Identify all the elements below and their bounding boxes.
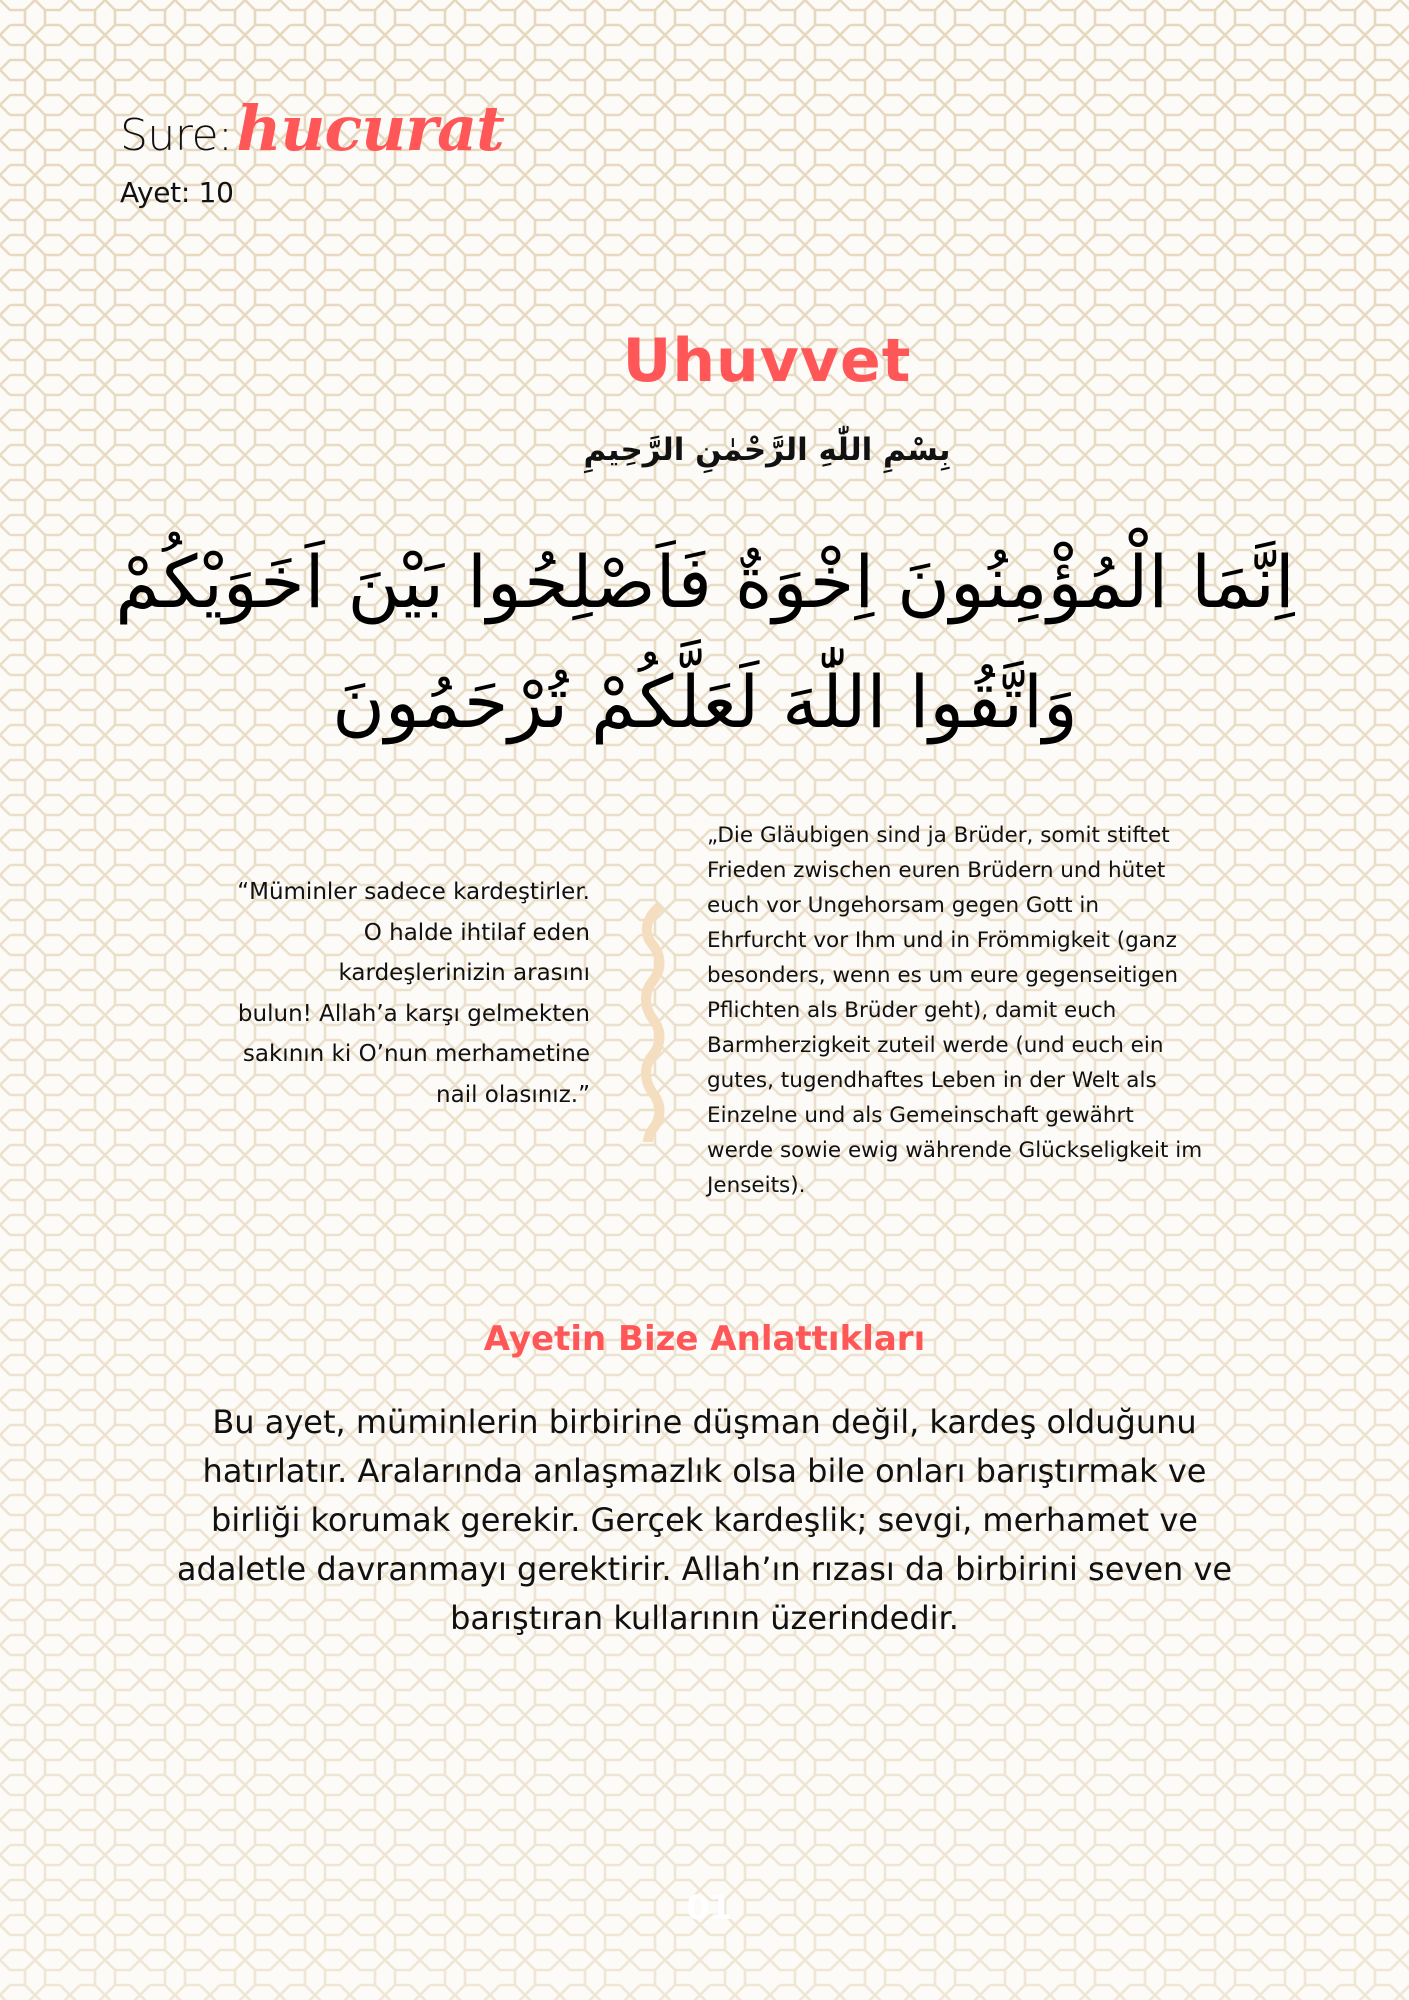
turkish-translation-line: kardeşlerinizin arasını — [338, 960, 590, 986]
surah-label: Sure: — [120, 110, 233, 161]
turkish-translation-line: O halde ihtilaf eden — [363, 919, 590, 946]
lesson-body-line: hatırlatır. Aralarında anlaşmazlık olsa bile onları barıştırmak ve — [202, 1452, 1207, 1490]
turkish-translation — [150, 872, 590, 1115]
german-translation-line: Ehrfurcht vor Ihm und in Frömmigkeit (ganz — [707, 928, 1177, 953]
turkish-translation-line: bulun! Allah’a karşı gelmekten — [237, 1000, 590, 1027]
german-translation-line: „Die Gläubigen sind ja Brüder, somit stiftet — [707, 823, 1170, 848]
page-title: Uhuvvet — [622, 326, 912, 396]
ayah-number: Ayet: 10 — [120, 176, 234, 209]
german-translation-line: Pflichten als Brüder geht), damit euch — [707, 998, 1117, 1023]
turkish-translation-line: nail olasınız.” — [436, 1081, 590, 1108]
lesson-body-line: Bu ayet, müminlerin birbirine düşman değil, kardeş olduğunu — [212, 1403, 1197, 1441]
turkish-translation-line: sakının ki O’nun merhametine — [242, 1041, 590, 1067]
wavy-line-divider-icon — [636, 900, 676, 1145]
surah-name: hucurat — [236, 92, 504, 165]
german-translation-line: besonders, wenn es um eure gegenseitigen — [707, 963, 1178, 988]
german-translation — [707, 818, 1287, 1203]
basmala: بِسْمِ اللّٰهِ الرَّحْمٰنِ الرَّحِيمِ — [583, 432, 951, 468]
german-translation-line: Jenseits). — [707, 1173, 806, 1198]
lesson-body-line: adaletle davranmayı gerektirir. Allah’ın rızası da birbirini seven ve — [176, 1550, 1233, 1588]
german-translation-line: Frieden zwischen euren Brüdern und hütet — [707, 858, 1166, 883]
german-translation-line: euch vor Ungehorsam gegen Gott in — [707, 893, 1100, 918]
arabic-verse-line: اِنَّمَا الْمُؤْمِنُونَ اِخْوَةٌ فَاَصْلِحُوا بَيْنَ اَخَوَيْكُمْ — [115, 540, 1295, 624]
german-translation-line: werde sowie ewig währende Glückseligkeit im — [707, 1138, 1203, 1163]
arabic-verse-line: وَاتَّقُوا اللّٰهَ لَعَلَّكُمْ تُرْحَمُونَ — [332, 660, 1078, 744]
lesson-body-line: birliği korumak gerekir. Gerçek kardeşlik; sevgi, merhamet ve — [211, 1501, 1198, 1539]
arabic-verse — [90, 522, 1320, 762]
lesson-body-line: barıştıran kullarının üzerindedir. — [450, 1599, 959, 1637]
page-number: 01 — [686, 1888, 732, 1928]
lesson-heading: Ayetin Bize Anlattıkları — [483, 1319, 926, 1359]
surah-heading — [120, 92, 504, 165]
german-translation-line: Barmherzigkeit zuteil werde (und euch ein — [707, 1033, 1164, 1058]
turkish-translation-line: “Müminler sadece kardeştirler. — [237, 879, 590, 905]
german-translation-line: gutes, tugendhaftes Leben in der Welt als — [707, 1068, 1157, 1093]
lesson-body — [80, 1398, 1329, 1643]
german-translation-line: Einzelne und als Gemeinschaft gewährt — [707, 1103, 1134, 1128]
